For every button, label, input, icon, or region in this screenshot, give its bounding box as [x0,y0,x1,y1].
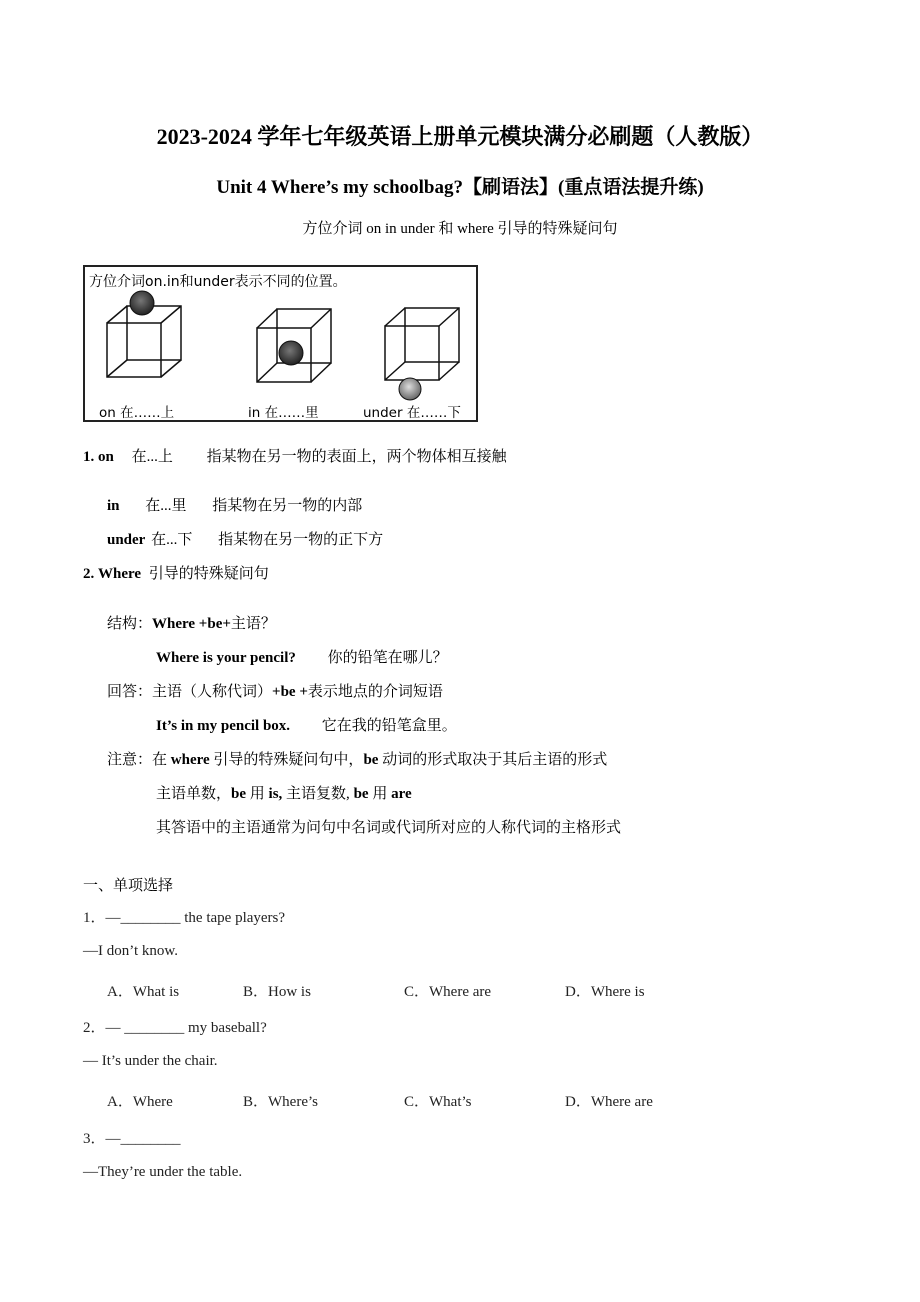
question-2-option-d[interactable]: D．Where are [565,1094,653,1110]
explanation-in: 指某物在另一物的内部 [212,498,363,514]
prepositions-figure [83,265,478,422]
meaning-on: 在...上 [131,449,173,465]
answer-line [107,680,443,701]
note-keyword: be [363,752,379,768]
explanation-under: 指某物在另一物的正下方 [218,532,384,548]
question-2-option-c[interactable]: C．What’s [404,1094,472,1110]
meaning-under: 在...下 [151,532,193,548]
point-number: 2. [83,566,95,582]
note-label: 注意： [107,752,153,768]
question-1-option-d[interactable]: D．Where is [565,984,645,1000]
document-subtitle: Unit 4 Where’s my schoolbag?【刷语法】(重点语法提升练) [216,177,704,198]
question-2-option-b[interactable]: B．Where’s [243,1094,318,1110]
ball-under [399,378,421,400]
question-1-stem [83,906,285,927]
structure-example [156,646,448,667]
label-under: under 在……下 [363,405,461,421]
note-line-3: 其答语中的主语通常为问句中名词或代词所对应的人称代词的主格形式 [156,820,622,836]
structure-line [107,612,276,633]
structure-formula: Where +be+ [152,616,231,632]
question-text: — ________ my baseball? [105,1020,267,1036]
meaning-in: 在...里 [145,498,187,514]
question-number: 1． [83,910,106,926]
question-2-stem [83,1016,267,1037]
preposition-on: on [98,449,114,465]
note-keyword: are [391,786,412,802]
preposition-in: in [107,498,120,514]
question-1-option-a[interactable]: A．What is [107,984,180,1000]
where-word: Where [98,566,142,582]
question-number: 3． [83,1131,106,1147]
point-number: 1. [83,449,95,465]
note-text: 主语单数， [156,786,232,802]
grammar-point-under [107,528,383,549]
ball-on [130,291,154,315]
answer-formula-a: 主语（人称代词） [152,684,273,700]
note-text: 主语复数, [282,786,354,802]
cube-on [107,306,181,377]
question-1-option-b[interactable]: B．How is [243,984,311,1000]
note-text: 在 [152,752,171,768]
question-1-option-c[interactable]: C．Where are [404,984,492,1000]
answer-example-en: It’s in my pencil box. [156,718,291,734]
answer-label: 回答： [107,684,153,700]
question-text: —________ the tape players? [105,910,286,926]
question-text: —________ [105,1131,181,1147]
answer-formula-b: +be + [272,684,308,700]
note-keyword: is, [268,786,283,802]
question-2-option-a[interactable]: A．Where [107,1094,173,1110]
preposition-under: under [107,532,146,548]
note-text: 引导的特殊疑问句中， [209,752,364,768]
question-2-reply: — It’s under the chair. [83,1053,218,1069]
label-in: in 在……里 [248,405,319,421]
document-title: 2023-2024 学年七年级英语上册单元模块满分必刷题（人教版） [156,124,764,149]
structure-formula-zh: 主语？ [230,616,276,632]
section-heading: 一、单项选择 [83,878,174,894]
grammar-point-in [107,494,362,515]
cube-under [385,308,459,380]
grammar-point-where [83,562,269,583]
figure-caption: 方位介词on.in和under表示不同的位置。 [89,274,347,290]
grammar-point-on [83,445,507,466]
note-keyword: where [170,752,210,768]
note-text: 动词的形式取决于其后主语的形式 [378,752,608,768]
example-zh: 你的铅笔在哪儿？ [327,650,448,666]
structure-label: 结构： [107,616,153,632]
note-text: 用 [246,786,269,802]
answer-example-zh: 它在我的铅笔盒里。 [321,718,457,734]
note-line-2 [156,782,412,803]
note-keyword: be [231,786,247,802]
note-keyword: be [353,786,369,802]
explanation-on: 指某物在另一物的表面上，两个物体相互接触 [206,449,507,465]
question-number: 2． [83,1020,106,1036]
topic-heading: 方位介词 on in under 和 where 引导的特殊疑问句 [302,221,618,237]
note-text: 用 [368,786,392,802]
question-3-stem [83,1127,181,1148]
answer-example [156,714,457,735]
question-1-reply: —I don’t know. [83,943,178,959]
answer-formula-c: 表示地点的介词短语 [307,684,443,700]
note-line-1 [107,748,607,769]
ball-in [279,341,303,365]
label-on: on 在……上 [99,405,175,421]
where-heading: 引导的特殊疑问句 [148,566,269,582]
example-en: Where is your pencil? [156,650,296,666]
question-3-reply: —They’re under the table. [83,1164,243,1180]
